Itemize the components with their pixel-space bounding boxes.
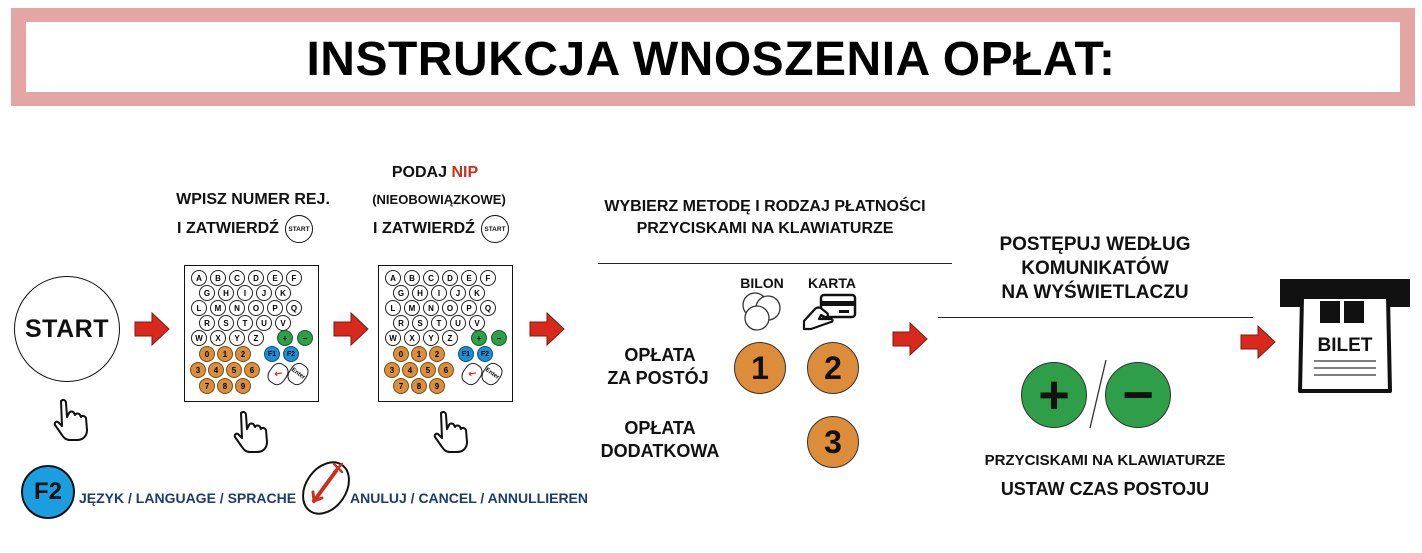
key-plus: +: [277, 330, 293, 346]
nip-highlight: NIP: [451, 164, 479, 181]
key-0: 0: [393, 346, 409, 362]
card-label: KARTA: [808, 275, 856, 291]
arrow-right-icon: [892, 322, 928, 356]
key-8: 8: [217, 378, 233, 394]
parking-fee-line1: OPŁATA: [624, 345, 696, 365]
key-l: L: [385, 300, 401, 316]
key-u: U: [256, 315, 272, 331]
key-q: Q: [286, 300, 302, 316]
key-u: U: [450, 315, 466, 331]
payment-heading-line2: PRZYCISKAMI NA KLAWIATURZE: [636, 220, 894, 237]
arrow-right-icon: [333, 312, 369, 346]
key-s: S: [218, 315, 234, 331]
key-4: 4: [402, 362, 418, 378]
key-v: V: [469, 315, 485, 331]
key-o: O: [442, 300, 458, 316]
key-2-button: 2: [807, 342, 859, 394]
key-r: R: [199, 315, 215, 331]
arrow-right-icon: [529, 312, 565, 346]
key-w: W: [385, 330, 401, 346]
key-y: Y: [423, 330, 439, 346]
display-line3: NA WYŚWIETLACZU: [1001, 282, 1189, 303]
divider: [938, 317, 1253, 318]
key-a: A: [385, 270, 401, 286]
key-a: A: [191, 270, 207, 286]
key-1: 1: [411, 346, 427, 362]
key-2: 2: [235, 346, 251, 362]
minus-button: −: [1105, 362, 1171, 428]
key-3-button: 3: [807, 416, 859, 468]
start-icon: START: [285, 215, 313, 243]
key-y: Y: [229, 330, 245, 346]
key-5: 5: [420, 362, 436, 378]
key-enter: Enter: [478, 360, 505, 388]
key-3: 3: [384, 362, 400, 378]
key-4: 4: [208, 362, 224, 378]
key-g: G: [199, 285, 215, 301]
key-0: 0: [199, 346, 215, 362]
key-b: B: [210, 270, 226, 286]
key-b: B: [404, 270, 420, 286]
key-m: M: [210, 300, 226, 316]
key-8: 8: [411, 378, 427, 394]
f2-legend-text: JĘZYK / LANGUAGE / SPRACHE: [79, 490, 297, 506]
key-3: 3: [190, 362, 206, 378]
step2-line1: PODAJ NIP: [391, 164, 479, 181]
key-f: F: [480, 270, 496, 286]
divider: [598, 263, 952, 264]
key-e: E: [267, 270, 283, 286]
step1-line2: I ZATWIERDŹ START: [160, 215, 330, 243]
key-w: W: [191, 330, 207, 346]
key-f1: F1: [458, 346, 474, 362]
arrow-right-icon: [1240, 325, 1276, 359]
key-x: X: [210, 330, 226, 346]
key-minus: −: [297, 330, 313, 346]
key-f1: F1: [264, 346, 280, 362]
key-f: F: [286, 270, 302, 286]
display-line1: POSTĘPUJ WEDŁUG: [999, 234, 1191, 255]
key-minus: −: [491, 330, 507, 346]
key-j: J: [256, 285, 272, 301]
key-6: 6: [438, 362, 454, 378]
key-n: N: [423, 300, 439, 316]
f2-key-icon: F2: [21, 465, 75, 519]
key-cancel-icon: ↙: [458, 360, 485, 388]
key-plus: +: [471, 330, 487, 346]
key-n: N: [229, 300, 245, 316]
ticket-label: BILET: [1317, 335, 1373, 356]
card-icon: [801, 291, 861, 331]
key-2: 2: [429, 346, 445, 362]
hand-pointer-icon: [432, 410, 474, 454]
time-line1: PRZYCISKAMI NA KLAWIATURZE: [984, 452, 1226, 469]
key-9: 9: [235, 378, 251, 394]
key-f2: F2: [477, 346, 493, 362]
hand-pointer-icon: [52, 398, 94, 442]
key-d: D: [248, 270, 264, 286]
arrow-right-icon: [134, 312, 170, 346]
key-v: V: [275, 315, 291, 331]
key-i: I: [237, 285, 253, 301]
key-p: P: [461, 300, 477, 316]
key-c: C: [229, 270, 245, 286]
key-7: 7: [199, 378, 215, 394]
key-1-button: 1: [734, 342, 786, 394]
key-t: T: [431, 315, 447, 331]
key-m: M: [404, 300, 420, 316]
step2-line3: I ZATWIERDŹ START: [356, 215, 526, 243]
key-l: L: [191, 300, 207, 316]
key-x: X: [404, 330, 420, 346]
key-r: R: [393, 315, 409, 331]
cancel-legend-text: ANULUJ / CANCEL / ANNULLIEREN: [350, 490, 589, 506]
payment-heading-line1: WYBIERZ METODĘ I RODZAJ PŁATNOŚCI: [604, 198, 926, 215]
step2-line2: (NIEOBOWIĄZKOWE): [372, 192, 506, 207]
extra-fee-line2: DODATKOWA: [600, 441, 720, 461]
plus-button: +: [1021, 362, 1087, 428]
key-cancel-icon: ↙: [264, 360, 291, 388]
key-d: D: [442, 270, 458, 286]
start-button: [14, 276, 120, 382]
key-t: T: [237, 315, 253, 331]
coins-label: BILON: [740, 275, 784, 291]
keypad-1: [184, 265, 319, 402]
key-s: S: [412, 315, 428, 331]
key-h: H: [412, 285, 428, 301]
step1-line1: WPISZ NUMER REJ.: [176, 191, 330, 208]
key-z: Z: [248, 330, 264, 346]
key-e: E: [461, 270, 477, 286]
key-9: 9: [429, 378, 445, 394]
time-line2: USTAW CZAS POSTOJU: [1000, 479, 1210, 499]
key-q: Q: [480, 300, 496, 316]
key-k: K: [469, 285, 485, 301]
page-title: INSTRUKCJA WNOSZENIA OPŁAT:: [306, 33, 1116, 86]
key-enter: Enter: [284, 360, 311, 388]
key-7: 7: [393, 378, 409, 394]
keypad-2: [378, 265, 513, 402]
extra-fee-line1: OPŁATA: [624, 418, 696, 438]
key-f2: F2: [283, 346, 299, 362]
key-z: Z: [442, 330, 458, 346]
key-c: C: [423, 270, 439, 286]
key-5: 5: [226, 362, 242, 378]
key-h: H: [218, 285, 234, 301]
hand-pointer-icon: [232, 410, 274, 454]
key-p: P: [267, 300, 283, 316]
coins-icon: [738, 291, 786, 333]
cancel-key-icon: [300, 457, 352, 519]
key-i: I: [431, 285, 447, 301]
key-o: O: [248, 300, 264, 316]
key-1: 1: [217, 346, 233, 362]
key-6: 6: [244, 362, 260, 378]
key-g: G: [393, 285, 409, 301]
key-k: K: [275, 285, 291, 301]
key-j: J: [450, 285, 466, 301]
display-line2: KOMUNIKATÓW: [1021, 258, 1169, 279]
parking-fee-line2: ZA POSTÓJ: [607, 368, 709, 388]
start-icon: START: [481, 215, 509, 243]
start-label: START: [25, 314, 109, 343]
